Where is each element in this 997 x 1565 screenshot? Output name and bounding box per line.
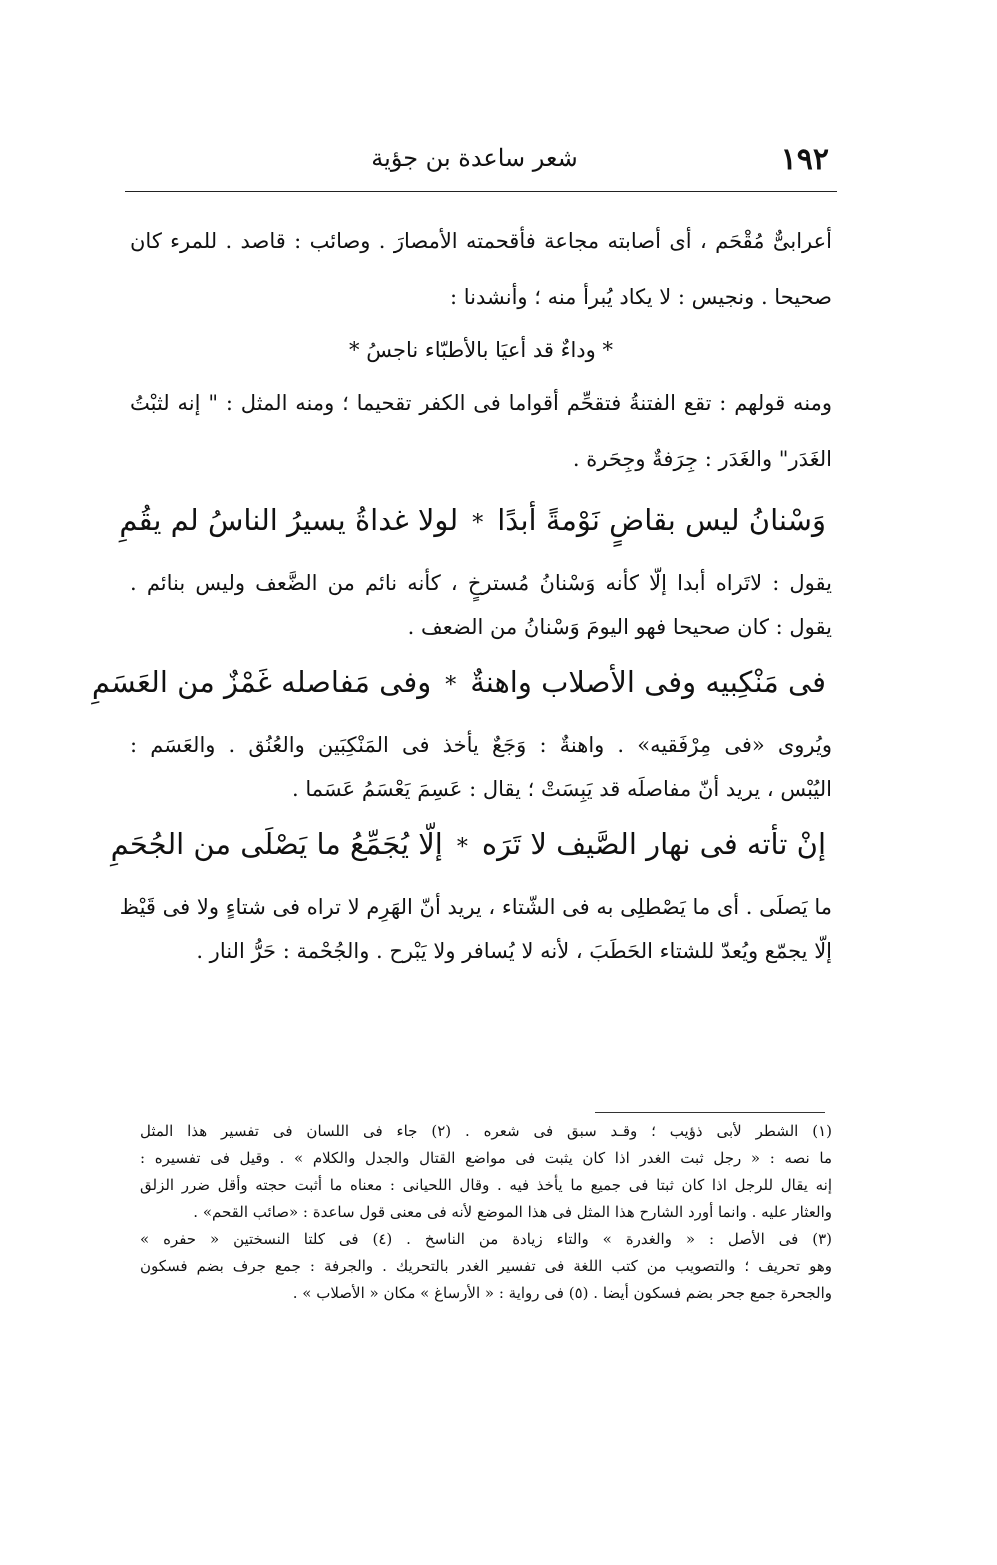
verse-commentary <box>130 730 832 804</box>
body-line: اليُبْس ، يريد أنّ مفاصلَه قد يَبِسَتْ ؛ يقال : عَسِمَ يَعْسَمُ عَسَما . <box>292 777 832 801</box>
verse-separator-star: * <box>456 835 468 860</box>
verse-second-hemistich: لولا غداةُ يسيرُ الناسُ لم يقُمِ <box>119 503 459 537</box>
verse-line <box>119 500 832 544</box>
verse-second-hemistich: وفى مَفاصله غَمْزٌ من العَسَمِ <box>91 665 432 699</box>
page-header <box>120 140 829 184</box>
footnote-line: والعثار عليه . وانما أورد الشارح هذا المثل فى هذا الموضع لأنه فى معنى قول ساعدة : «صائب القحم» . <box>193 1203 832 1221</box>
page-number: ١٩٢ <box>780 142 829 177</box>
verse-line <box>91 662 832 706</box>
verse-first-hemistich: وَسْنانُ ليس بقاضٍ نَوْمةً أبدًا <box>497 503 826 537</box>
footnote-line: وهو تحريف ؛ والتصويب من كتب اللغة فى تفسير الغدر بالتحريك . والجرفة : جمع جرف بضم فسكون <box>140 1257 832 1275</box>
verse-separator-star: * <box>445 673 457 698</box>
body-line: ما يَصلَى . أى ما يَصْطلِى به فى الشّتاء ، يريد أنّ الهَرِم لا تراه فى شتاءٍ ولا فى قَيْظ <box>119 895 832 919</box>
body-line: ومنه قولهم : تقع الفتنةُ فتقحِّم أقواما فى الكفر تقحيما ؛ ومنه المثل : " إنه لثبْتُ <box>130 391 832 415</box>
body-line: صحيحا . ونجيس : لا يكاد يُبرأ منه ؛ وأنشدنا : <box>449 285 832 309</box>
commentary-paragraph <box>130 226 832 312</box>
verse-first-hemistich: إنْ تأته فى نهار الصَّيف لا تَرَه <box>481 827 826 861</box>
page-body <box>91 218 832 980</box>
header-rule <box>125 191 837 192</box>
verse-separator-star: * <box>472 511 484 536</box>
running-title: شعر ساعدة بن جؤية <box>371 144 578 172</box>
quoted-hemistich: * وداءٌ قد أعيَا بالأطبّاء ناجسُ * <box>349 338 613 362</box>
commentary-paragraph <box>130 388 832 474</box>
verse-commentary <box>130 568 832 642</box>
footnote-line: إنه يقال للرجل اذا كان ثبتا فى جميع ما يأخذ فيه . وقال اللحيانى : معناه ما أثبت حجته وأقل ضرر الزلق <box>140 1176 832 1194</box>
verse-commentary <box>119 892 832 966</box>
body-line: أعرابىٌّ مُقْحَم ، أى أصابته مجاعة فأقحمته الأمصارَ . وصائب : قاصد . للمرء كان <box>130 229 832 253</box>
footnote-line: والجحرة جمع جحر بضم فسكون أيضا . (٥) فى رواية : « الأرساغ » مكان « الأصلاب » . <box>292 1284 832 1302</box>
body-line: ويُروى «فى مِرْفَقيه» . واهنةٌ : وَجَعٌ يأخذ فى المَنْكِبَين والعُنُق . والعَسَم : <box>130 733 832 757</box>
verse-second-hemistich: إلّا يُجَمِّعُ ما يَصْلَى من الجُحَمِ <box>110 827 443 861</box>
body-line: يقول : لاتَراه أبدا إلّا كأنه وَسْنانُ مُسترخٍ ، كأنه نائم من الضَّعف وليس بنائم . <box>130 571 832 595</box>
footnote-line: (٣) فى الأصل : « والغدرة » والتاء زيادة من الناسخ . (٤) فى كلتا النسختين « حفره » <box>140 1230 832 1248</box>
body-line: إلّا يجمّع ويُعدّ للشتاء الحَطَبَ ، لأنه لا يُسافر ولا يَبْرح . والجُحْمة : حَرُّ النار . <box>196 939 832 963</box>
footnote-line: ما نصه : « رجل ثبت الغدر اذا كان يثبت فى مواضع القتال والجدل والكلام » . وقيل فى تفسيره : <box>140 1149 832 1167</box>
footnotes <box>140 1120 832 1309</box>
body-line: الغَدَر" والغَدَر : جِرَفةٌ وجِحَرة . <box>572 447 832 471</box>
verse-line <box>110 824 832 868</box>
body-line: يقول : كان صحيحا فهو اليومَ وَسْنانُ من الضعف . <box>407 615 832 639</box>
verse-first-hemistich: فى مَنْكِبيه وفى الأصلاب واهنةٌ <box>470 665 826 699</box>
footnote-rule <box>595 1112 825 1113</box>
footnote-line: (١) الشطر لأبى ذؤيب ؛ وقـد سبق فى شعره . (٢) جاء فى اللسان فى تفسير هذا المثل <box>140 1122 832 1140</box>
